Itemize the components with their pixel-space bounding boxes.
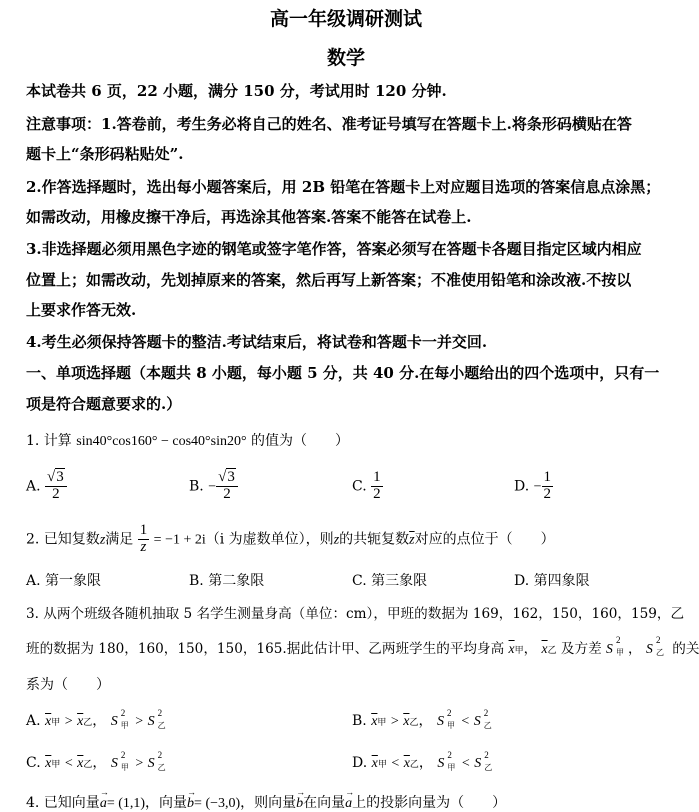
exam-summary: 本试卷共 6 页，22 小题，满分 150 分，考试用时 120 分钟. bbox=[26, 82, 447, 100]
question-3-line-a: 3. 从两个班级各随机抽取 5 名学生测量身高（单位：cm），甲班的数据为 169，162，150，160，159，乙 bbox=[26, 606, 685, 622]
question-3-line-b: 班的数据为 180，160，150，150，165.据此估计甲、乙两班学生的平均身高 $\overline{x}$甲， $\overline{x}$乙 及方差 S 2 甲 ， S 2 乙 的关 bbox=[26, 635, 699, 657]
notice-3a: 3.非选择题必须用黑色字迹的钢笔或签字笔作答，答案必须写在答题卡各题目指定区域内相应 bbox=[26, 240, 642, 258]
question-2-option-d: D. 第四象限 bbox=[514, 573, 590, 589]
question-1-option-a: A. $\frac{√3}{2}$ bbox=[26, 470, 67, 503]
notice-2a: 2.作答选择题时，选出每小题答案后，用 2B 铅笔在答题卡上对应题目选项的答案信息点涂黑； bbox=[26, 178, 661, 196]
question-1-option-b: B. − $\frac{√3}{2}$ bbox=[189, 470, 238, 503]
question-2-option-b: B. 第二象限 bbox=[189, 573, 265, 589]
question-3-option-a: A. $\overline{x}$甲 > $\overline{x}$乙， S 2 甲 > S 2 乙 bbox=[26, 708, 166, 730]
section-heading-b: 项是符合题意要求的.） bbox=[26, 395, 182, 413]
notice-3c: 上要求作答无效. bbox=[26, 301, 137, 319]
exam-title: 高一年级调研测试 bbox=[269, 8, 422, 30]
question-1-option-c: C. $\frac{1}{2}$ bbox=[352, 469, 381, 502]
question-3-line-c: 系为（ ） bbox=[26, 677, 110, 693]
notice-4: 4.考生必须保持答题卡的整洁.考试结束后，将试卷和答题卡一并交回. bbox=[26, 333, 488, 351]
notice-1b: 题卡上“条形码粘贴处”. bbox=[26, 145, 184, 163]
notice-3b: 位置上；如需改动，先划掉原来的答案，然后再写上新答案；不准使用铅笔和涂改液.不按以 bbox=[26, 271, 632, 289]
question-3-option-c: C. $\overline{x}$甲 < $\overline{x}$乙， S 2 甲 > S 2 乙 bbox=[26, 750, 166, 772]
question-3-option-b: B. $\overline{x}$甲 > $\overline{x}$乙， S 2 甲 < S 2 乙 bbox=[352, 708, 492, 730]
exam-subject: 数学 bbox=[326, 47, 365, 69]
notice-1a: 注意事项：1.答卷前，考生务必将自己的姓名、准考证号填写在答题卡上.将条形码横贴在答 bbox=[26, 115, 632, 133]
notice-2b: 如需改动，用橡皮擦干净后，再选涂其他答案.答案不能答在试卷上. bbox=[26, 208, 472, 226]
question-1-expression: sin40°cos160° − cos40°sin20° bbox=[76, 434, 247, 449]
question-4-stem: 4. 已知向量→ a= (1,1)，向量→ b= (−3,0)，则向量→ b在向量→ a上的投影向量为（ ） bbox=[26, 792, 506, 812]
question-1-option-d: D. − $\frac{1}{2}$ bbox=[514, 469, 552, 502]
section-heading-a: 一、单项选择题（本题共 8 小题，每小题 5 分，共 40 分.在每小题给出的四个选项中，只有一 bbox=[26, 364, 660, 382]
question-1-stem: 1. 计算 sin40°cos160° − cos40°sin20° 的值为（ ） bbox=[26, 433, 350, 449]
question-2-option-a: A. 第一象限 bbox=[26, 573, 102, 589]
question-3-option-d: D. $\overline{x}$甲 < $\overline{x}$乙， S 2 甲 < S 2 乙 bbox=[352, 750, 493, 772]
question-2-option-c: C. 第三象限 bbox=[352, 573, 428, 589]
question-2-stem: 2. 已知复数z满足 $\frac{1}{z}$ = −1 + 2i（i 为虚数单位），则z的共轭复数$\overline{z}$对应的点位于（ ） bbox=[26, 522, 555, 555]
